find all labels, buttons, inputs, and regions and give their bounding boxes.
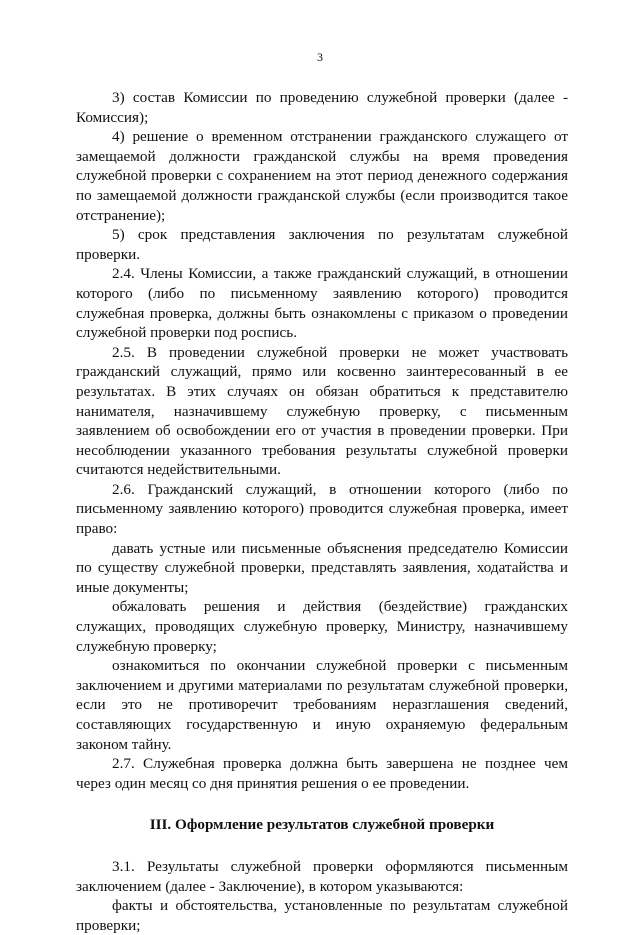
paragraph-suspension-decision: 4) решение о временном отстранении гражданского служащего от замещаемой должности гражданской службы на время проведения служебной проверки с сохранением на этот период денежного содержания по замещаемой должности гражданской службы (если производится такое отстранение);: [76, 128, 568, 224]
paragraph-conclusion-deadline: 5) срок представления заключения по результатам служебной проверки.: [76, 226, 568, 263]
document-body: [76, 88, 568, 935]
paragraph-right-familiarize: ознакомиться по окончании служебной проверки с письменным заключением и другими материалами по результатам служебной проверки, если это не противоречит требованиям неразглашения сведений, составляющих государственную и иную охраняемую федеральным законом тайну.: [76, 657, 568, 753]
paragraph-2-4: 2.4. Члены Комиссии, а также гражданский служащий, в отношении которого (либо по письменному заявлению которого) проводится служебная проверка, должны быть ознакомлены с приказом о проведении служебной проверки под роспись.: [76, 265, 568, 342]
paragraph-right-appeal: обжаловать решения и действия (бездействие) гражданских служащих, проводящих служебную проверку, Министру, назначившему служебную проверку;: [76, 598, 568, 655]
page-number: 3: [317, 50, 323, 64]
paragraph-2-5: 2.5. В проведении служебной проверки не может участвовать гражданский служащий, прямо или косвенно заинтересованный в ее результатах. В этих случаях он обязан обратиться к представителю нанимателя, назначившему служебную проверку, с письменным заявлением об освобождении его от участия в проведении проверки. При несоблюдении указанного требования результаты служебной проверки считаются недействительными.: [76, 343, 568, 479]
paragraph-commission-composition: 3) состав Комиссии по проведению служебной проверки (далее - Комиссия);: [76, 89, 568, 126]
paragraph-right-explanations: давать устные или письменные объяснения председателю Комиссии по существу служебной проверки, представлять заявления, ходатайства и иные документы;: [76, 539, 568, 596]
paragraph-2-7: 2.7. Служебная проверка должна быть завершена не позднее чем через один месяц со дня принятия решения о ее проведении.: [76, 755, 568, 792]
paragraph-facts: факты и обстоятельства, установленные по результатам служебной проверки;: [76, 897, 568, 934]
paragraph-3-1: 3.1. Результаты служебной проверки оформляются письменным заключением (далее - Заключение), в котором указываются:: [76, 857, 568, 895]
paragraph-2-6: 2.6. Гражданский служащий, в отношении которого (либо по письменному заявлению которого) проводится служебная проверка, имеет право:: [76, 480, 568, 538]
section-heading: III. Оформление результатов служебной проверки: [149, 816, 495, 834]
